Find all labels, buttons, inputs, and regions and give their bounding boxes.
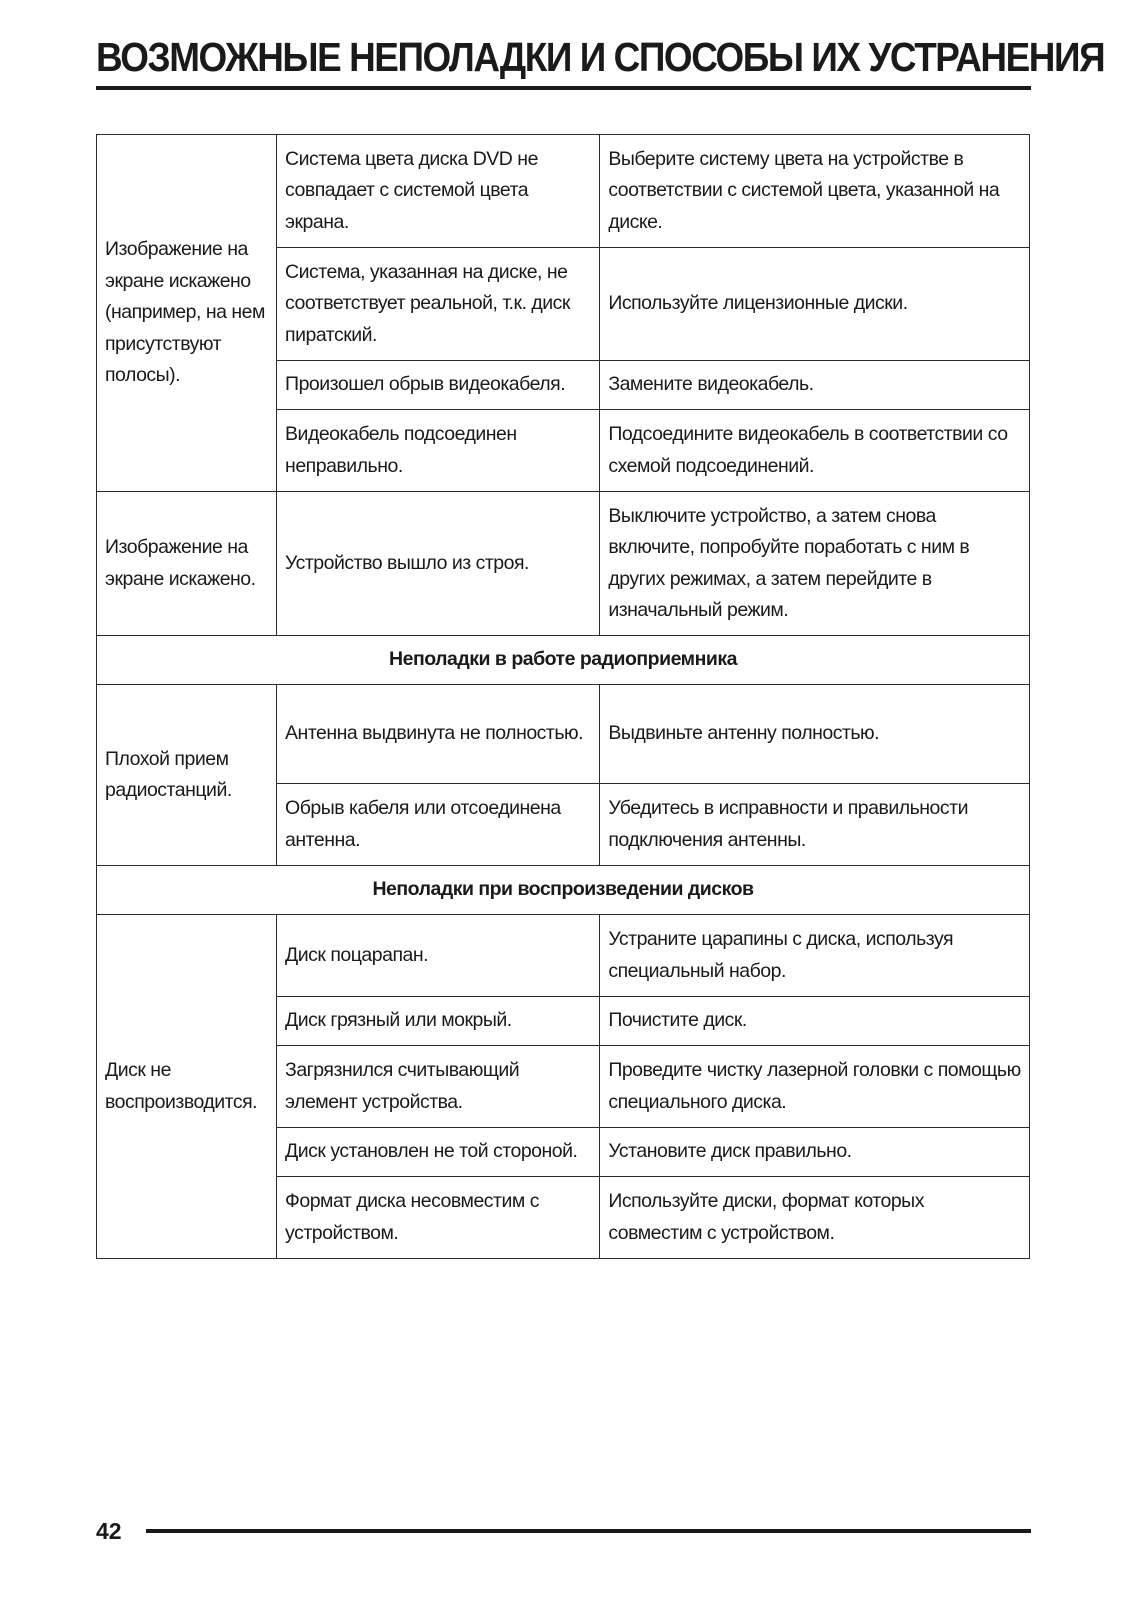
cause-cell: Загрязнился считывающий элемент устройства. xyxy=(277,1046,600,1128)
remedy-cell: Почистите диск. xyxy=(600,997,1030,1046)
cause-cell: Диск поцарапан. xyxy=(277,915,600,997)
remedy-cell: Выберите систему цвета на устройстве в соответствии с системой цвета, указанной на диске. xyxy=(600,135,1030,248)
title-underline xyxy=(96,86,1031,90)
remedy-cell: Убедитесь в исправности и правильности подключения антенны. xyxy=(600,784,1030,866)
remedy-cell: Устраните царапины с диска, используя специальный набор. xyxy=(600,915,1030,997)
cause-cell: Обрыв кабеля или отсоединена антенна. xyxy=(277,784,600,866)
troubleshooting-table xyxy=(96,134,1030,1259)
cause-cell: Диск установлен не той стороной. xyxy=(277,1128,600,1177)
cause-cell: Диск грязный или мокрый. xyxy=(277,997,600,1046)
cause-cell: Устройство вышло из строя. xyxy=(277,492,600,636)
symptom-cell: Изображение на экране искажено (например, на нем присутствуют полосы). xyxy=(97,135,277,492)
remedy-cell: Подсоедините видеокабель в соответствии со схемой подсоединений. xyxy=(600,410,1030,492)
footer-rule xyxy=(146,1529,1031,1533)
section-heading-discs: Неполадки при воспроизведении дисков xyxy=(97,866,1030,915)
cause-cell: Произошел обрыв видеокабеля. xyxy=(277,361,600,410)
section-row xyxy=(97,636,1030,685)
remedy-cell: Установите диск правильно. xyxy=(600,1128,1030,1177)
table-row xyxy=(97,135,1030,248)
cause-cell: Система, указанная на диске, не соответствует реальной, т.к. диск пиратский. xyxy=(277,248,600,361)
remedy-cell: Выдвиньте антенну полностью. xyxy=(600,685,1030,784)
cause-cell: Видеокабель подсоединен неправильно. xyxy=(277,410,600,492)
symptom-cell: Изображение на экране искажено. xyxy=(97,492,277,636)
remedy-cell: Проведите чистку лазерной головки с помощью специального диска. xyxy=(600,1046,1030,1128)
cause-cell: Система цвета диска DVD не совпадает с системой цвета экрана. xyxy=(277,135,600,248)
symptom-cell: Диск не воспроизводится. xyxy=(97,915,277,1259)
table-row xyxy=(97,685,1030,784)
page-number: 42 xyxy=(96,1518,122,1544)
cause-cell: Формат диска несовместим с устройством. xyxy=(277,1177,600,1259)
section-heading-radio: Неполадки в работе радиоприемника xyxy=(97,636,1030,685)
symptom-cell: Плохой прием радиостанций. xyxy=(97,685,277,866)
table-row xyxy=(97,492,1030,636)
page-title: ВОЗМОЖНЫЕ НЕПОЛАДКИ И СПОСОБЫ ИХ УСТРАНЕНИЯ xyxy=(96,34,1105,80)
remedy-cell: Выключите устройство, а затем снова включите, попробуйте поработать с ним в других режимах, а затем перейдите в изначальный режим. xyxy=(600,492,1030,636)
section-row xyxy=(97,866,1030,915)
remedy-cell: Используйте лицензионные диски. xyxy=(600,248,1030,361)
table-row xyxy=(97,915,1030,997)
remedy-cell: Замените видеокабель. xyxy=(600,361,1030,410)
cause-cell: Антенна выдвинута не полностью. xyxy=(277,685,600,784)
remedy-cell: Используйте диски, формат которых совместим с устройством. xyxy=(600,1177,1030,1259)
